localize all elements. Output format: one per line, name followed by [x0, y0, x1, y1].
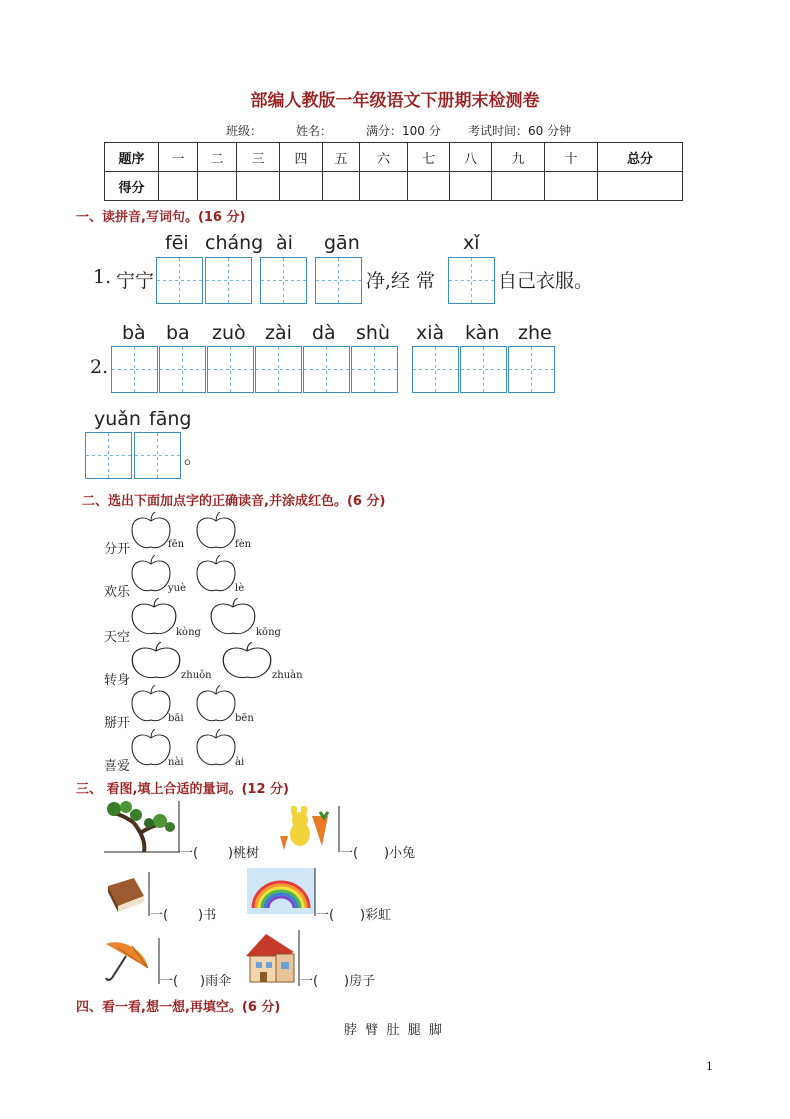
- score-cell[interactable]: [237, 172, 280, 201]
- pinyin: kàn: [465, 322, 500, 344]
- fill-pre: 一(: [300, 974, 319, 989]
- class-label: 班级：: [226, 124, 263, 138]
- score-cell[interactable]: [280, 172, 323, 201]
- pinyin-option: ài: [235, 757, 245, 768]
- pinyin-option: fēn: [168, 539, 185, 550]
- peach-tree-picture: [104, 801, 180, 853]
- pinyin-option: kòng: [176, 627, 201, 638]
- pinyin: xià: [416, 322, 445, 344]
- apple-choice[interactable]: [131, 642, 181, 682]
- writing-grid[interactable]: [255, 346, 302, 393]
- pinyin: dà: [312, 322, 336, 344]
- score-header-cell: 六: [360, 143, 408, 172]
- section4-heading: 四、看一看,想一想,再填空。(6 分): [76, 1000, 281, 1015]
- pinyin: fēi: [165, 232, 189, 254]
- score-header-cell: 九: [492, 143, 545, 172]
- book-picture: [104, 872, 150, 916]
- score-row-label: 得分: [105, 172, 159, 201]
- pinyin: ài: [276, 232, 293, 254]
- pinyin: zài: [265, 322, 292, 344]
- pinyin-option: lè: [235, 583, 245, 594]
- rainbow-picture: [247, 868, 317, 916]
- score-cell[interactable]: [323, 172, 360, 201]
- writing-grid[interactable]: [448, 257, 495, 304]
- pinyin: gān: [324, 232, 360, 254]
- score-header-cell: 八: [450, 143, 492, 172]
- section3-heading: 三、 看图,填上合适的量词。(12 分): [76, 782, 289, 797]
- writing-grid[interactable]: [315, 257, 362, 304]
- q1-mid: 净,经 常: [366, 270, 436, 292]
- name-label: 姓名：: [296, 124, 333, 138]
- q1-suffix: 自己衣服。: [498, 270, 594, 292]
- pinyin-option: bāi: [168, 713, 184, 724]
- score-header-cell: 五: [323, 143, 360, 172]
- score-cell[interactable]: [450, 172, 492, 201]
- word: 喜爱: [104, 759, 131, 774]
- fill-pre: 一(: [160, 974, 179, 989]
- umbrella-picture: [104, 938, 160, 984]
- full-score-label: 满分：100 分: [366, 124, 441, 138]
- fill-post[interactable]: )房子: [344, 974, 376, 989]
- apple-choice[interactable]: [210, 598, 256, 638]
- apple-choice[interactable]: [196, 685, 236, 725]
- writing-grid[interactable]: [156, 257, 203, 304]
- writing-grid[interactable]: [134, 432, 181, 479]
- apple-choice[interactable]: [222, 642, 272, 682]
- writing-grid[interactable]: [111, 346, 158, 393]
- fill-pre: 一(: [340, 846, 359, 861]
- fill-pre: 一(: [180, 846, 199, 861]
- house-picture: [242, 930, 300, 986]
- word: 天空: [104, 630, 131, 645]
- score-header-cell: 题序: [105, 143, 159, 172]
- pinyin-option: zhuǒn: [181, 670, 212, 681]
- score-cell[interactable]: [360, 172, 408, 201]
- question-number: 1.: [93, 266, 112, 288]
- pinyin-option: yuè: [168, 583, 187, 594]
- apple-choice[interactable]: [131, 512, 171, 552]
- score-header-cell: 十: [545, 143, 598, 172]
- pinyin: ba: [166, 322, 190, 344]
- word: 掰开: [104, 716, 131, 731]
- writing-grid[interactable]: [205, 257, 252, 304]
- score-header-cell: 七: [408, 143, 450, 172]
- apple-choice[interactable]: [131, 555, 171, 595]
- fill-post[interactable]: )书: [198, 908, 217, 923]
- pinyin: xǐ: [463, 232, 480, 254]
- apple-choice[interactable]: [196, 512, 236, 552]
- fill-post[interactable]: )小兔: [384, 846, 416, 861]
- sentence-end: 。: [184, 446, 204, 468]
- fill-pre: 一(: [316, 908, 335, 923]
- score-cell[interactable]: [492, 172, 545, 201]
- score-header-cell: 二: [198, 143, 237, 172]
- pinyin-option: fèn: [235, 539, 252, 550]
- score-cell[interactable]: [408, 172, 450, 201]
- writing-grid[interactable]: [508, 346, 555, 393]
- apple-choice[interactable]: [196, 555, 236, 595]
- score-cell[interactable]: [159, 172, 198, 201]
- word: 分开: [104, 542, 131, 557]
- time-label: 考试时间：60 分钟: [468, 124, 572, 138]
- writing-grid[interactable]: [303, 346, 350, 393]
- apple-choice[interactable]: [131, 598, 177, 638]
- pinyin: cháng: [205, 232, 264, 254]
- question-number: 2.: [90, 356, 109, 378]
- score-table: [104, 142, 683, 201]
- word: 欢乐: [104, 585, 131, 600]
- score-header-cell: 四: [280, 143, 323, 172]
- pinyin-option: nài: [168, 757, 184, 768]
- pinyin: fāng: [149, 408, 192, 430]
- score-cell[interactable]: [598, 172, 683, 201]
- pinyin: yuǎn: [94, 408, 141, 430]
- writing-grid[interactable]: [351, 346, 398, 393]
- writing-grid[interactable]: [460, 346, 507, 393]
- page-title: 部编人教版一年级语文下册期末检测卷: [250, 91, 540, 111]
- writing-grid[interactable]: [412, 346, 459, 393]
- q1-prefix: 宁宁: [116, 270, 155, 292]
- apple-choice[interactable]: [131, 729, 171, 769]
- score-header-cell: 总分: [598, 143, 683, 172]
- pinyin: bà: [122, 322, 146, 344]
- pinyin: shù: [356, 322, 390, 344]
- pinyin-option: zhuàn: [272, 670, 303, 681]
- fill-post[interactable]: )彩虹: [360, 908, 392, 923]
- word: 转身: [104, 673, 131, 688]
- section2-heading: 二、选出下面加点字的正确读音,并涂成红色。(6 分): [82, 494, 386, 509]
- writing-grid[interactable]: [207, 346, 254, 393]
- apple-choice[interactable]: [196, 729, 236, 769]
- fill-post[interactable]: )雨伞: [200, 974, 232, 989]
- score-table-header: [105, 143, 683, 172]
- pinyin-option: kōng: [256, 627, 281, 638]
- pinyin-option: bēn: [235, 713, 254, 724]
- writing-grid[interactable]: [85, 432, 132, 479]
- rabbit-picture: [276, 806, 340, 852]
- page-number: 1: [706, 1060, 713, 1073]
- body-part-words: 脖 臂 肚 腿 脚: [344, 1023, 443, 1038]
- section1-heading: 一、读拼音,写词句。(16 分): [76, 210, 246, 225]
- apple-choice[interactable]: [131, 685, 171, 725]
- score-header-cell: 三: [237, 143, 280, 172]
- fill-post[interactable]: )桃树: [228, 846, 260, 861]
- pinyin: zuò: [212, 322, 246, 344]
- pinyin: zhe: [518, 322, 552, 344]
- fill-pre: 一(: [150, 908, 169, 923]
- score-header-cell: 一: [159, 143, 198, 172]
- score-cell[interactable]: [198, 172, 237, 201]
- writing-grid[interactable]: [260, 257, 307, 304]
- score-cell[interactable]: [545, 172, 598, 201]
- score-table-row: [105, 172, 683, 201]
- writing-grid[interactable]: [159, 346, 206, 393]
